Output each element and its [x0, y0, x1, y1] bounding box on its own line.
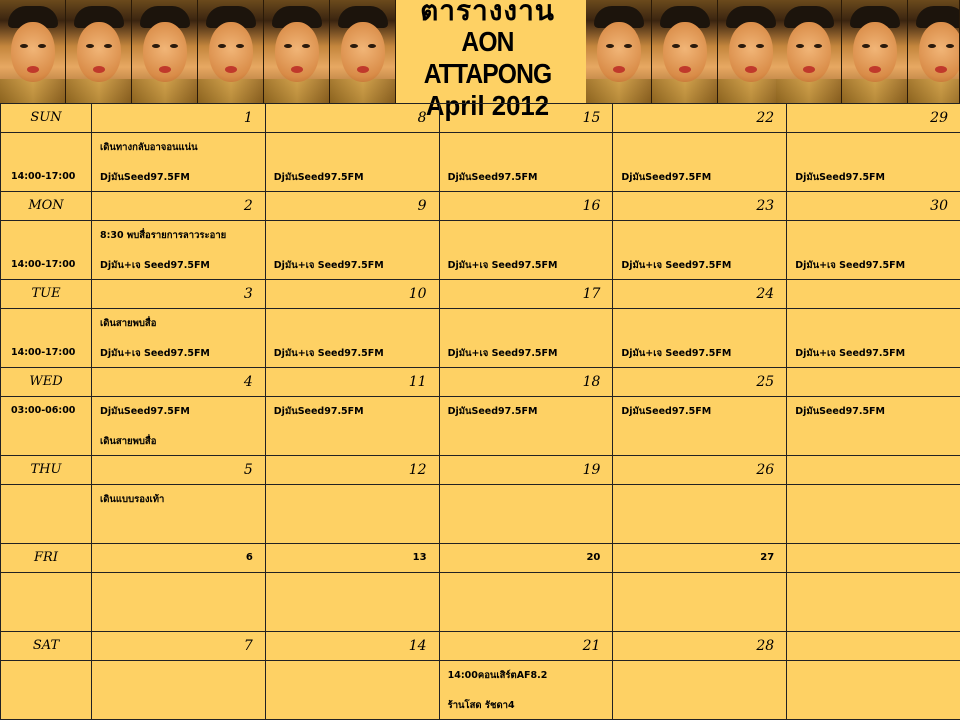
- day-name: MON: [28, 198, 64, 213]
- time-cell: [1, 573, 92, 632]
- event-cell: [613, 309, 787, 368]
- portrait-photo: [842, 0, 908, 103]
- photo-strip-right: [586, 0, 784, 103]
- date-number-cell: [439, 104, 613, 133]
- day-name: FRI: [34, 550, 58, 565]
- event-cell: [92, 221, 266, 280]
- date-number: 9: [417, 198, 427, 214]
- date-number: 24: [756, 286, 775, 302]
- day-name: WED: [29, 374, 63, 389]
- event-cell: [439, 221, 613, 280]
- date-number-cell: [439, 632, 613, 661]
- day-name: THU: [30, 462, 62, 477]
- event-text: DjมันSeed97.5FM: [273, 172, 364, 183]
- event-cell: [613, 221, 787, 280]
- day-header-row: [1, 368, 960, 397]
- date-number-cell: [613, 632, 787, 661]
- date-number: 5: [243, 462, 253, 478]
- event-text: DjมันSeed97.5FM: [621, 172, 712, 183]
- event-text: เดินแบบรองเท้า: [100, 494, 165, 505]
- date-number: 22: [756, 110, 775, 126]
- date-number: 2: [243, 198, 253, 214]
- event-text: DjมันSeed97.5FM: [621, 406, 712, 417]
- event-row: [1, 309, 960, 368]
- date-number: 14: [408, 638, 427, 654]
- event-cell: [92, 485, 266, 544]
- day-name: SUN: [30, 110, 62, 125]
- portrait-photo: [776, 0, 842, 103]
- date-number-cell: [787, 456, 960, 485]
- event-cell: [439, 661, 613, 720]
- portrait-photo: [198, 0, 264, 103]
- date-number: 7: [243, 638, 253, 654]
- photo-strip-left-2: [198, 0, 396, 103]
- event-text: Djมัน+เจ Seed97.5FM: [621, 260, 732, 271]
- event-text: 8:30 พบสื่อรายการลาวระอาย: [100, 230, 227, 241]
- event-cell: [92, 133, 266, 192]
- date-number-cell: [92, 368, 266, 397]
- event-cell: [787, 133, 960, 192]
- event-row: [1, 133, 960, 192]
- date-number: 28: [756, 638, 775, 654]
- time-slot: 14:00-17:00: [11, 171, 76, 182]
- event-text: เดินสายพบสื่อ: [100, 436, 157, 447]
- day-header-row: [1, 544, 960, 573]
- portrait-photo: [586, 0, 652, 103]
- time-cell: [1, 133, 92, 192]
- day-name-cell: [1, 632, 92, 661]
- event-row: [1, 661, 960, 720]
- title-name: AON ATTAPONG: [423, 26, 552, 89]
- date-number-cell: [613, 456, 787, 485]
- event-cell: [265, 661, 439, 720]
- photo-strip-right-2: [776, 0, 960, 103]
- date-number-cell: [613, 280, 787, 309]
- date-number: 16: [582, 198, 601, 214]
- event-cell: [439, 397, 613, 456]
- event-cell: [265, 573, 439, 632]
- event-text: 14:00คอนเสิร์ตAF8.2: [447, 670, 548, 681]
- date-number-cell: [613, 104, 787, 133]
- event-text: Djมัน+เจ Seed97.5FM: [100, 348, 210, 359]
- event-cell: [787, 221, 960, 280]
- event-text: DjมันSeed97.5FM: [795, 406, 885, 417]
- date-number-cell: [92, 544, 266, 573]
- event-cell: [613, 573, 787, 632]
- date-number-cell: [613, 192, 787, 221]
- date-number: 26: [756, 462, 775, 478]
- date-number-cell: [265, 280, 439, 309]
- date-number: 4: [243, 374, 253, 390]
- day-name: TUE: [31, 286, 61, 301]
- time-cell: [1, 397, 92, 456]
- day-name-cell: [1, 456, 92, 485]
- date-number-cell: [92, 632, 266, 661]
- date-number: 20: [586, 552, 601, 563]
- event-cell: [265, 221, 439, 280]
- date-number: 27: [760, 552, 775, 563]
- date-number: 10: [408, 286, 427, 302]
- event-cell: [92, 309, 266, 368]
- date-number: 29: [930, 110, 948, 126]
- date-number-cell: [265, 368, 439, 397]
- date-number: 21: [582, 638, 601, 654]
- date-number-cell: [92, 280, 266, 309]
- event-text: Djมัน+เจ Seed97.5FM: [100, 260, 210, 271]
- event-text: DjมันSeed97.5FM: [273, 406, 364, 417]
- event-text: เดินสายพบสื่อ: [100, 318, 157, 329]
- event-text: DjมันSeed97.5FM: [447, 406, 538, 417]
- date-number: 23: [756, 198, 775, 214]
- event-text: Djมัน+เจ Seed97.5FM: [795, 260, 906, 271]
- portrait-photo: [66, 0, 132, 103]
- event-cell: [613, 133, 787, 192]
- photo-strip-left: [0, 0, 198, 103]
- portrait-photo: [264, 0, 330, 103]
- date-number: 11: [408, 374, 427, 390]
- event-text: Djมัน+เจ Seed97.5FM: [273, 260, 384, 271]
- event-cell: [92, 661, 266, 720]
- event-text: Djมัน+เจ Seed97.5FM: [273, 348, 384, 359]
- date-number: 15: [582, 110, 601, 126]
- date-number-cell: [439, 192, 613, 221]
- date-number-cell: [439, 280, 613, 309]
- portrait-photo: [652, 0, 718, 103]
- event-cell: [439, 133, 613, 192]
- event-cell: [613, 397, 787, 456]
- event-cell: [787, 485, 960, 544]
- date-number: 6: [245, 552, 253, 563]
- date-number-cell: [265, 632, 439, 661]
- title-block: [389, 0, 586, 121]
- event-cell: [265, 133, 439, 192]
- date-number: 3: [243, 286, 253, 302]
- time-cell: [1, 485, 92, 544]
- date-number: 18: [582, 374, 601, 390]
- event-cell: [265, 485, 439, 544]
- date-number: 25: [756, 374, 775, 390]
- event-text: Djมัน+เจ Seed97.5FM: [621, 348, 732, 359]
- portrait-photo: [908, 0, 960, 103]
- calendar-table: [0, 103, 960, 720]
- day-name: SAT: [32, 638, 60, 653]
- day-header-row: [1, 104, 960, 133]
- event-text: DjมันSeed97.5FM: [100, 172, 190, 183]
- event-text: Djมัน+เจ Seed97.5FM: [447, 260, 558, 271]
- event-cell: [613, 485, 787, 544]
- calendar-grid: [0, 103, 960, 720]
- day-header-row: [1, 280, 960, 309]
- title-month: April 2012: [425, 90, 550, 121]
- date-number-cell: [92, 104, 266, 133]
- date-number-cell: [787, 104, 960, 133]
- date-number-cell: [613, 544, 787, 573]
- day-name-cell: [1, 368, 92, 397]
- event-text: Djมัน+เจ Seed97.5FM: [447, 348, 558, 359]
- date-number: 13: [412, 552, 427, 563]
- event-row: [1, 485, 960, 544]
- day-header-row: [1, 632, 960, 661]
- date-number-cell: [92, 456, 266, 485]
- date-number: 12: [408, 462, 427, 478]
- event-cell: [787, 309, 960, 368]
- event-row: [1, 397, 960, 456]
- date-number: 1: [243, 110, 253, 126]
- event-cell: [787, 573, 960, 632]
- date-number: 19: [582, 462, 601, 478]
- event-cell: [265, 397, 439, 456]
- day-header-row: [1, 192, 960, 221]
- portrait-photo: [718, 0, 784, 103]
- portrait-photo: [330, 0, 396, 103]
- event-cell: [613, 661, 787, 720]
- event-text: DjมันSeed97.5FM: [100, 406, 190, 417]
- date-number-cell: [613, 368, 787, 397]
- event-row: [1, 573, 960, 632]
- day-name-cell: [1, 192, 92, 221]
- event-text: Djมัน+เจ Seed97.5FM: [795, 348, 906, 359]
- time-slot: 14:00-17:00: [11, 347, 76, 358]
- date-number-cell: [265, 104, 439, 133]
- event-cell: [92, 397, 266, 456]
- date-number-cell: [265, 192, 439, 221]
- day-name-cell: [1, 104, 92, 133]
- event-row: [1, 221, 960, 280]
- date-number-cell: [265, 456, 439, 485]
- event-cell: [92, 573, 266, 632]
- day-name-cell: [1, 280, 92, 309]
- date-number-cell: [439, 368, 613, 397]
- date-number-cell: [787, 632, 960, 661]
- date-number-cell: [787, 280, 960, 309]
- title-thai: ตารางงาน: [420, 0, 555, 27]
- event-cell: [787, 661, 960, 720]
- date-number: 8: [417, 110, 427, 126]
- event-text: DjมันSeed97.5FM: [795, 172, 885, 183]
- date-number: 17: [582, 286, 601, 302]
- time-cell: [1, 309, 92, 368]
- time-slot: 03:00-06:00: [11, 405, 76, 416]
- event-cell: [439, 309, 613, 368]
- event-text: เดินทางกลับอาจอนแน่น: [100, 142, 198, 153]
- day-name-cell: [1, 544, 92, 573]
- date-number-cell: [439, 456, 613, 485]
- date-number-cell: [787, 192, 960, 221]
- portrait-photo: [0, 0, 66, 103]
- portrait-photo: [132, 0, 198, 103]
- date-number: 30: [930, 198, 948, 214]
- event-cell: [439, 485, 613, 544]
- event-text: ร้านโสด รัชดา4: [447, 700, 515, 711]
- day-header-row: [1, 456, 960, 485]
- event-cell: [787, 397, 960, 456]
- date-number-cell: [439, 544, 613, 573]
- date-number-cell: [92, 192, 266, 221]
- time-slot: 14:00-17:00: [11, 259, 76, 270]
- date-number-cell: [787, 544, 960, 573]
- event-cell: [439, 573, 613, 632]
- time-cell: [1, 221, 92, 280]
- date-number-cell: [787, 368, 960, 397]
- time-cell: [1, 661, 92, 720]
- event-text: DjมันSeed97.5FM: [447, 172, 538, 183]
- event-cell: [265, 309, 439, 368]
- date-number-cell: [265, 544, 439, 573]
